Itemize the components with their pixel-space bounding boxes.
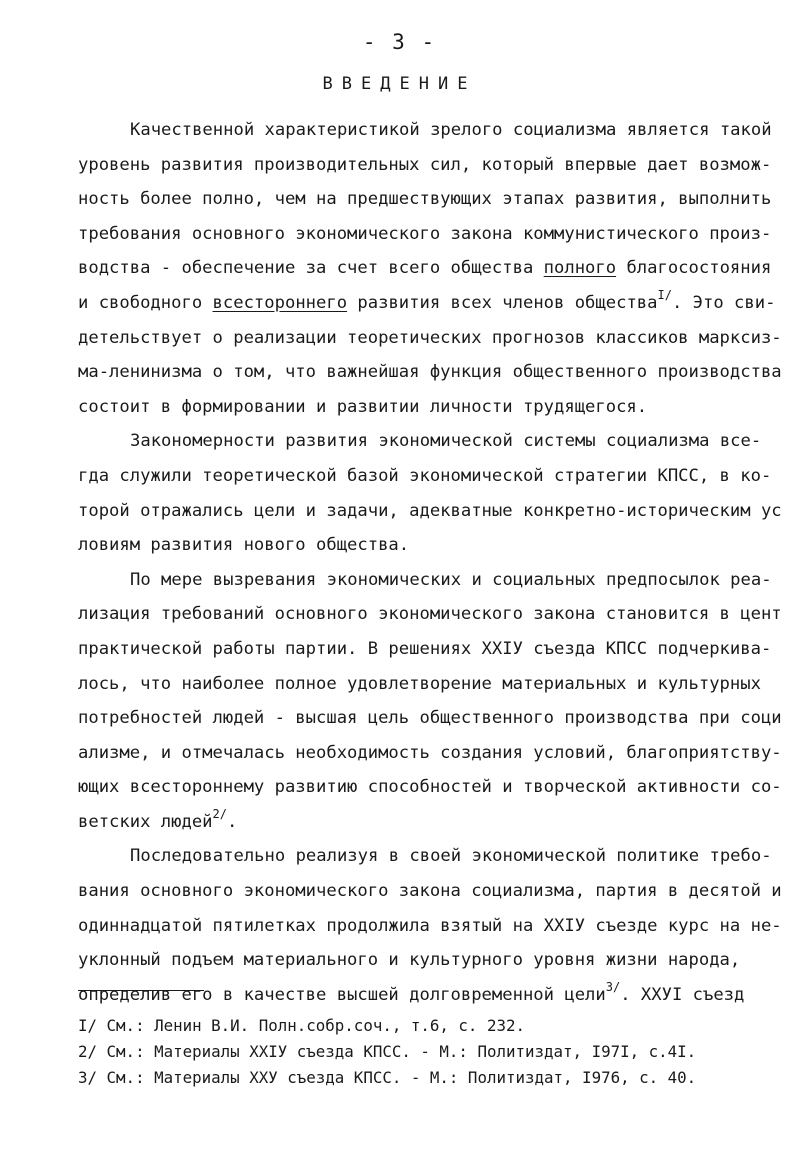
body-text — [78, 113, 788, 1012]
paragraph-2-line-3: торой отражались цели и задачи, адекватные конкретно-историческим ус — [78, 500, 782, 521]
text-run: развития всех членов общества — [347, 292, 658, 313]
paragraph-3-line-8 — [78, 805, 788, 840]
paragraph-1-line-6 — [78, 286, 788, 321]
footnote-3: 3/ См.: Материалы XXУ съезда КПСС. - М.: Политиздат, I976, с. 40. — [78, 1068, 697, 1087]
text-run: и свободного — [78, 292, 213, 313]
paragraph-1-line-4: требования основного экономического закона коммунистического произ- — [78, 223, 772, 244]
paragraph-1-line-2: уровень развития производительных сил, который впервые дает возмож- — [78, 154, 772, 175]
section-heading: ВВЕДЕНИЕ — [322, 74, 477, 94]
paragraph-3-line-1: По мере вызревания экономических и социальных предпосылок реа- — [130, 569, 772, 590]
paragraph-3-line-3: практической работы партии. В решениях XXIУ съезда КПСС подчеркива- — [78, 638, 772, 659]
paragraph-4-line-1: Последовательно реализуя в своей экономической политике требо- — [130, 846, 772, 867]
paragraph-1-line-7: детельствует о реализации теоретических прогнозов классиков марксиз- — [78, 327, 782, 348]
text-run: . — [226, 811, 238, 832]
paragraph-3-line-6: ализме, и отмечалась необходимость создания условий, благоприятству- — [78, 742, 782, 763]
footnote-1: I/ См.: Ленин В.И. Полн.собр.соч., т.6, с. 232. — [78, 1016, 525, 1035]
paragraph-1-line-5 — [78, 251, 788, 286]
paragraph-3-line-4: лось, что наиболее полное удовлетворение материальных и культурных — [78, 673, 761, 694]
paragraph-3-line-5: потребностей людей - высшая цель общественного производства при соци — [78, 708, 782, 729]
paragraph-3-line-7: ющих всестороннему развитию способностей и творческой активности со- — [78, 777, 782, 798]
text-run: благосостояния — [616, 258, 772, 279]
text-run: . XXУI съезд — [620, 984, 745, 1005]
text-run: водства - обеспечение за счет всего общества — [78, 258, 544, 279]
paragraph-4-line-5 — [78, 978, 788, 1013]
footnote-ref-2: 2/ — [212, 807, 227, 822]
paragraph-4-line-3: одиннадцатой пятилетках продолжила взятый на XXIУ съезде курс на не- — [78, 915, 782, 936]
footnote-ref-3: 3/ — [605, 980, 621, 995]
paragraph-1-line-8: ма-ленинизма о том, что важнейшая функция общественного производства — [78, 362, 782, 383]
underlined-word: всестороннего — [212, 292, 348, 313]
paragraph-2-line-4: ловиям развития нового общества. — [78, 535, 410, 556]
footnotes — [78, 1013, 788, 1091]
footnote-2: 2/ См.: Материалы XXIУ съезда КПСС. - М.: Политиздат, I97I, с.4I. — [78, 1042, 697, 1061]
paragraph-2-line-2: гда служили теоретической базой экономической стратегии КПСС, в ко- — [78, 465, 772, 486]
paragraph-1-line-1: Качественной характеристикой зрелого социализма является такой — [130, 120, 772, 140]
text-run: определив его в качестве высшей долговременной цели — [78, 984, 606, 1005]
text-run: ветских людей — [78, 811, 213, 832]
text-run: . Это сви- — [671, 292, 776, 313]
footnote-separator — [78, 990, 204, 991]
paragraph-2-line-1: Закономерности развития экономической системы социализма все- — [130, 431, 762, 452]
paragraph-1-line-3: ность более полно, чем на предшествующих этапах развития, выполнить — [78, 189, 772, 210]
paragraph-3-line-2: лизация требований основного экономического закона становится в цент — [78, 604, 782, 625]
page-number: - 3 - — [362, 30, 437, 54]
paragraph-1-line-9: состоит в формировании и развитии личности трудящегося. — [78, 396, 648, 417]
paragraph-4-line-2: вания основного экономического закона социализма, партия в десятой и — [78, 881, 782, 902]
footnote-ref-1: I/ — [657, 288, 672, 303]
underlined-word: полного — [543, 258, 617, 279]
paragraph-4-line-4: уклонный подъем материального и культурного уровня жизни народа, — [78, 950, 741, 971]
